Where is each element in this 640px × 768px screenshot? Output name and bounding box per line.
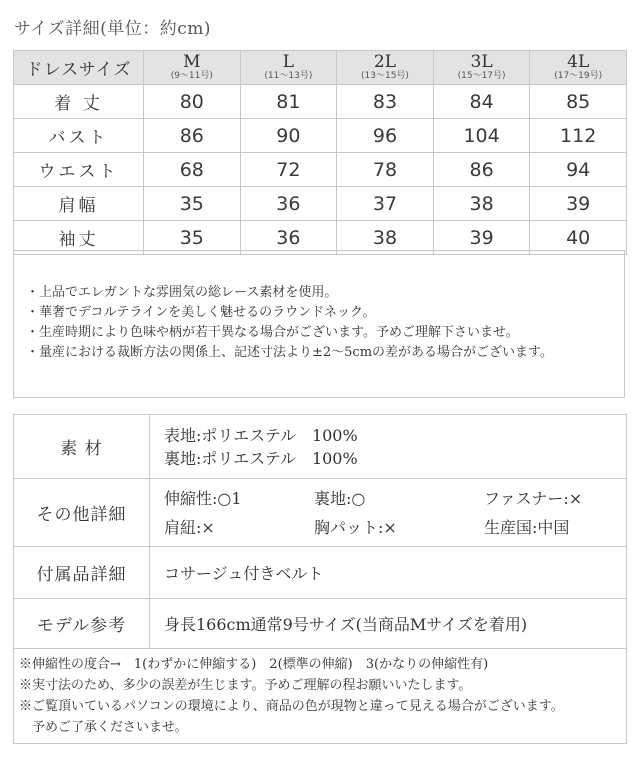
size-header-m	[144, 51, 241, 85]
detail-item: ファスナー:×	[484, 488, 583, 508]
detail-item: 生産国:中国	[484, 517, 570, 537]
size-header-4l	[530, 51, 627, 85]
cell-value: 39	[433, 221, 530, 255]
detail-item: 肩紐:×	[164, 517, 215, 537]
other-details-value	[150, 479, 627, 547]
cell-value: 36	[240, 187, 337, 221]
cell-value: 36	[240, 221, 337, 255]
size-range: (13〜15号)	[361, 70, 409, 81]
size-range: (11〜13号)	[264, 70, 313, 81]
cell-value: 86	[144, 119, 241, 153]
footnotes-box	[13, 648, 627, 744]
size-table	[13, 50, 627, 255]
material-line: 裏地:ポリエステル 100%	[164, 448, 358, 468]
model-label: モデル参考	[14, 599, 150, 649]
row-label-bust: バスト	[14, 119, 144, 153]
list-item: ・量産における裁断方法の関係上、記述寸法より±2〜5cmの差がある場合がございます。	[26, 345, 554, 360]
list-item: ※伸縮性の度合→ 1(わずかに伸縮する) 2(標準の伸縮) 3(かなりの伸縮性有)	[19, 657, 489, 672]
size-range: (9〜11号)	[170, 70, 213, 81]
detail-row-other	[14, 479, 627, 547]
list-item: ・華奢でデコルテラインを美しく魅せるのラウンドネック。	[26, 305, 376, 320]
material-line: 表地:ポリエステル 100%	[164, 425, 358, 445]
size-corner-label: ドレスサイズ	[14, 51, 144, 85]
detail-table	[13, 414, 627, 649]
table-row	[14, 187, 627, 221]
material-label: 素 材	[14, 415, 150, 479]
detail-item: 裏地:○	[314, 488, 366, 508]
cell-value: 96	[337, 119, 434, 153]
list-item: ※ご覧頂いているパソコンの環境により、商品の色が現物と違って見える場合がございます。	[19, 699, 564, 714]
size-header-row	[14, 51, 627, 85]
cell-value: 35	[144, 187, 241, 221]
row-label-waist: ウエスト	[14, 153, 144, 187]
cell-value: 104	[433, 119, 530, 153]
size-name: 2L	[373, 51, 397, 72]
cell-value: 68	[144, 153, 241, 187]
detail-row-model	[14, 599, 627, 649]
cell-value: 80	[144, 85, 241, 119]
cell-value: 90	[240, 119, 337, 153]
cell-value: 40	[530, 221, 627, 255]
table-row	[14, 119, 627, 153]
detail-row-material	[14, 415, 627, 479]
row-label-shoulder: 肩幅	[14, 187, 144, 221]
table-row	[14, 153, 627, 187]
other-details-grid	[164, 484, 626, 542]
material-value	[150, 415, 627, 479]
cell-value: 81	[240, 85, 337, 119]
cell-value: 38	[433, 187, 530, 221]
detail-item: 伸縮性:○1	[164, 488, 242, 508]
size-header-3l	[433, 51, 530, 85]
detail-row-accessories	[14, 547, 627, 599]
list-item: ・上品でエレガントな雰囲気の総レース素材を使用。	[26, 285, 338, 300]
cell-value: 94	[530, 153, 627, 187]
size-header-l	[240, 51, 337, 85]
size-range: (17〜19号)	[554, 70, 603, 81]
list-item: ・生産時期により色味や柄が若干異なる場合がございます。予めご理解下さいませ。	[26, 325, 519, 340]
cell-value: 85	[530, 85, 627, 119]
size-name: 4L	[567, 51, 590, 72]
cell-value: 83	[337, 85, 434, 119]
cell-value: 39	[530, 187, 627, 221]
size-name: M	[183, 51, 201, 72]
cell-value: 84	[433, 85, 530, 119]
size-name: 3L	[470, 51, 493, 72]
footnotes-list	[19, 654, 564, 738]
row-label-sleeve: 袖丈	[14, 221, 144, 255]
accessories-value: コサージュ付きベルト	[150, 547, 627, 599]
cell-value: 86	[433, 153, 530, 187]
cell-value: 38	[337, 221, 434, 255]
list-item: ※実寸法のため、多少の誤差が生じます。予めご理解の程お願いいたします。	[19, 678, 472, 693]
product-notes-list	[26, 283, 553, 363]
cell-value: 35	[144, 221, 241, 255]
cell-value: 72	[240, 153, 337, 187]
model-value: 身長166cm通常9号サイズ(当商品Mサイズを着用)	[150, 599, 627, 649]
product-notes-box	[13, 250, 625, 398]
cell-value: 78	[337, 153, 434, 187]
accessories-label: 付属品詳細	[14, 547, 150, 599]
detail-item: 胸パット:×	[314, 517, 397, 537]
list-item: 予めご了承くださいませ。	[19, 720, 188, 735]
size-header-2l	[337, 51, 434, 85]
size-range: (15〜17号)	[457, 70, 506, 81]
other-details-label: その他詳細	[14, 479, 150, 547]
row-label-length: 着 丈	[14, 85, 144, 119]
size-name: L	[282, 51, 295, 72]
table-row	[14, 85, 627, 119]
cell-value: 112	[530, 119, 627, 153]
cell-value: 37	[337, 187, 434, 221]
page-title: サイズ詳細(単位：約cm)	[14, 19, 212, 39]
